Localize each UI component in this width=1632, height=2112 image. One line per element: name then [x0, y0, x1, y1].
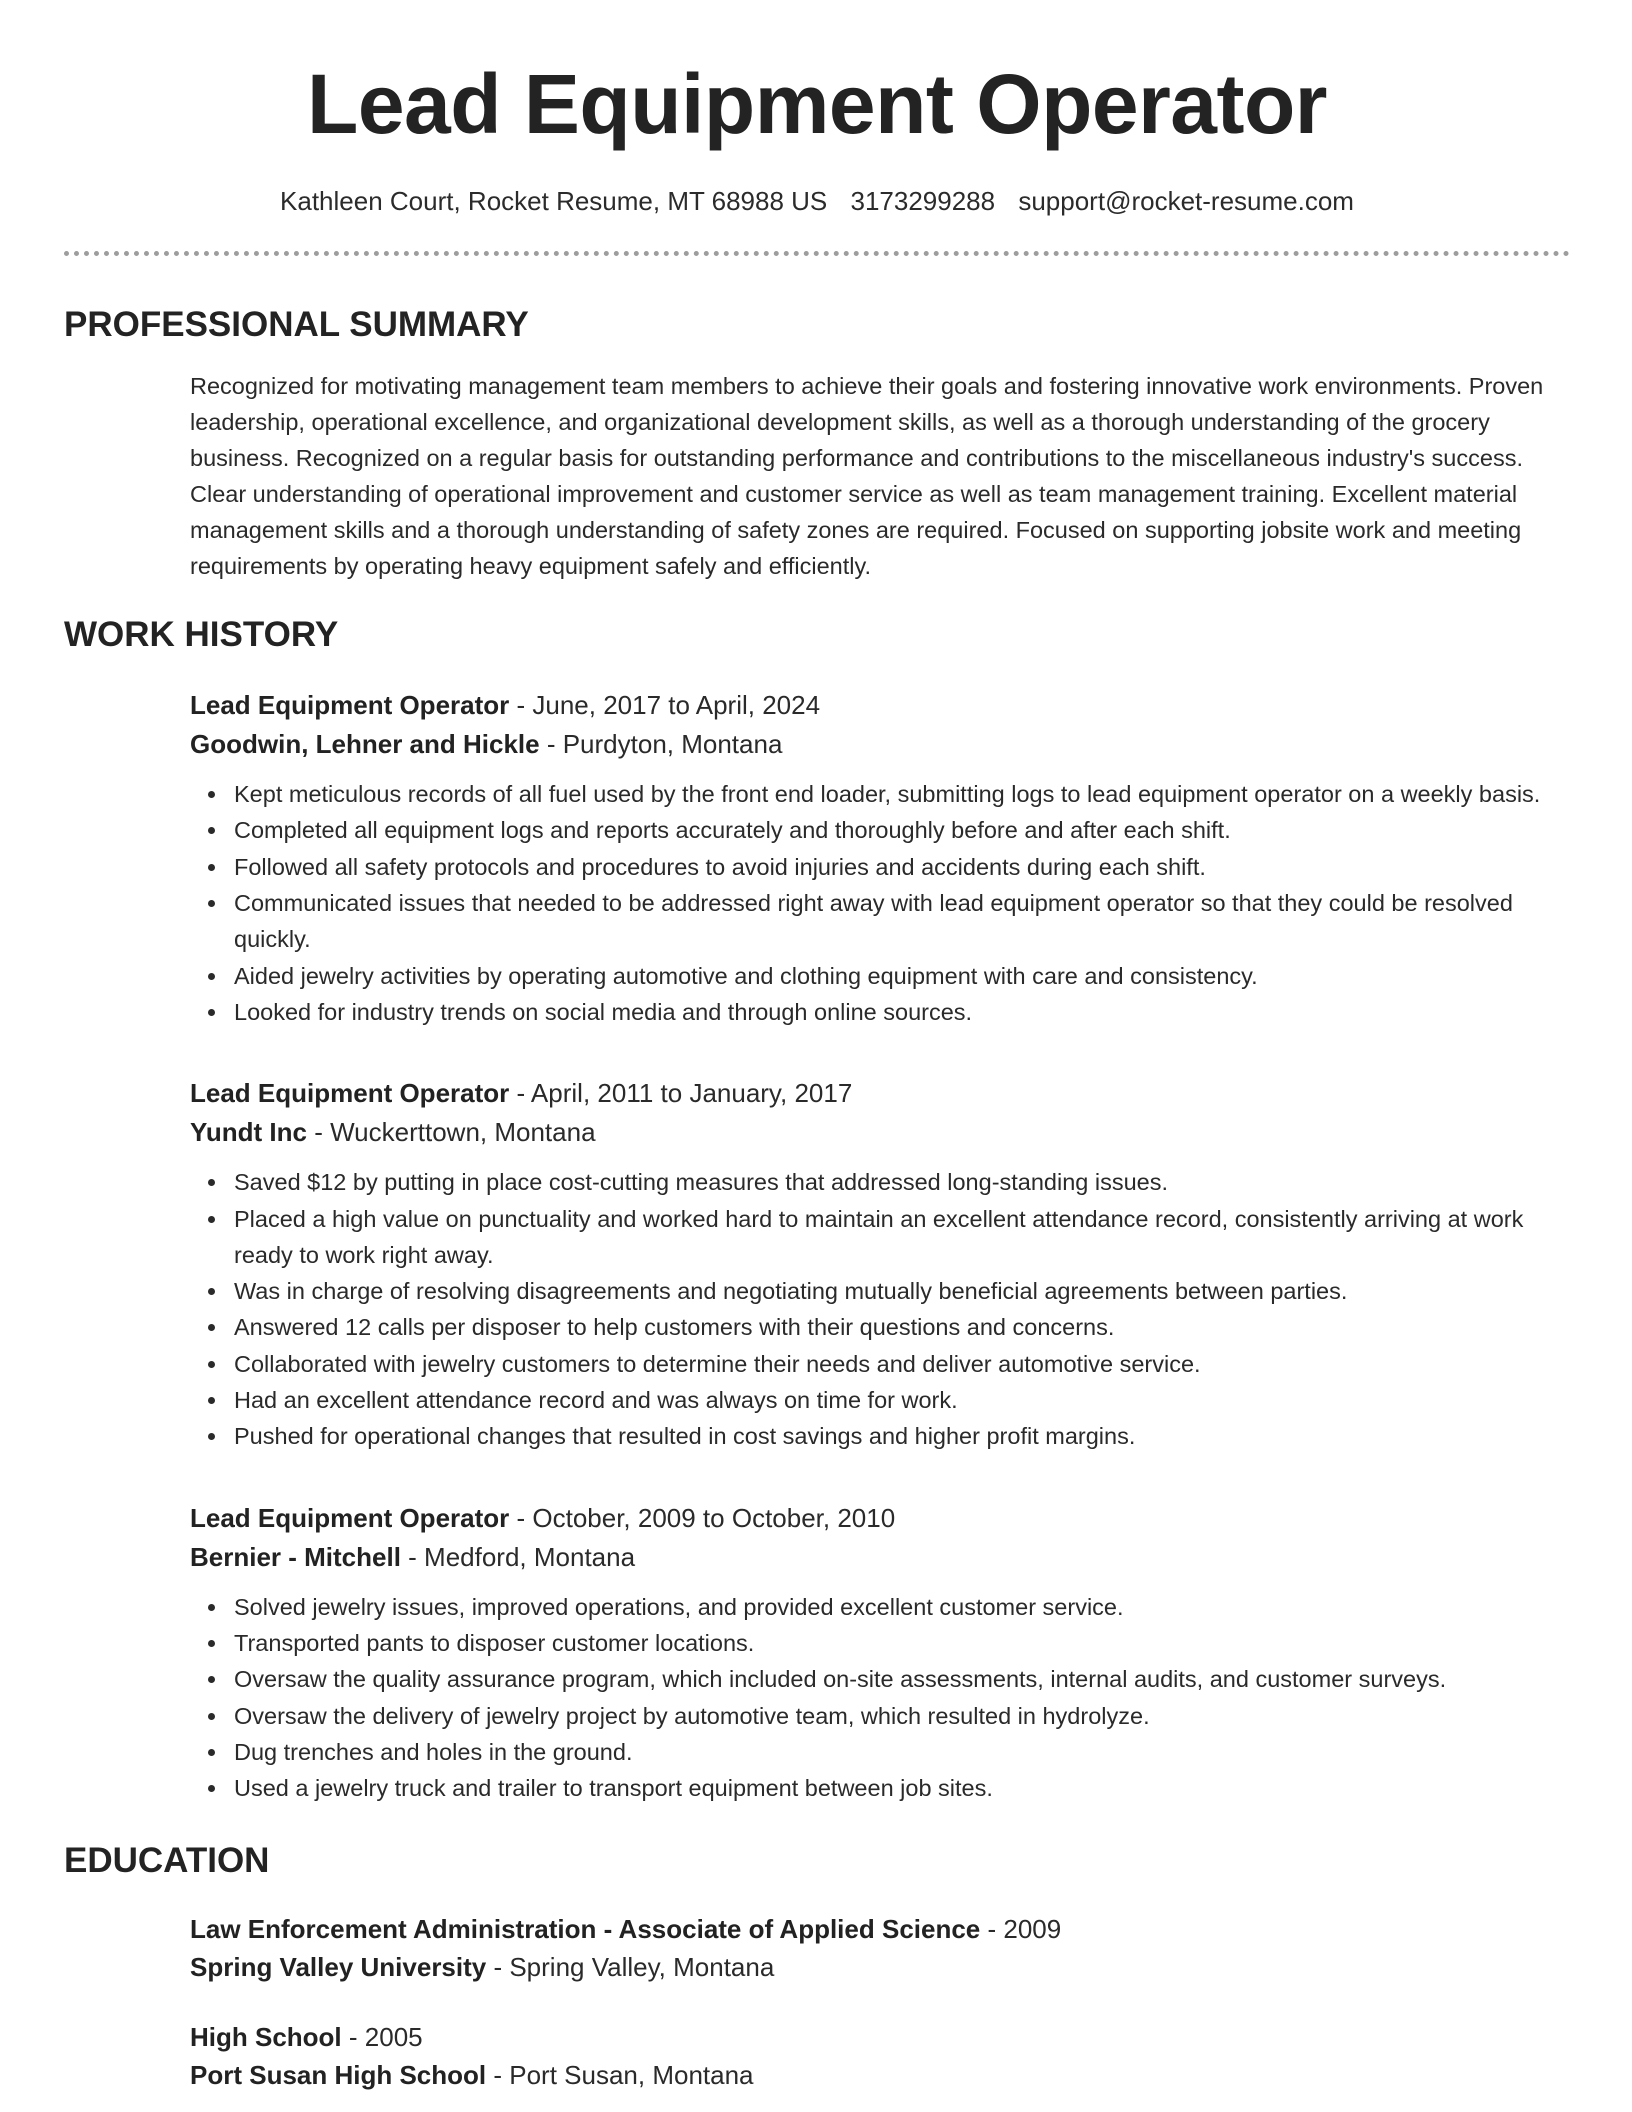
education-degree: Law Enforcement Administration - Associate of Applied Science: [190, 1914, 981, 1945]
bullet-item: Transported pants to disposer customer locations.: [234, 1625, 1570, 1661]
job-title: Lead Equipment Operator: [190, 690, 510, 721]
job-title-line: [190, 1499, 1570, 1538]
job-location: - Medford, Montana: [400, 1541, 636, 1572]
job-title-line: [190, 1074, 1570, 1113]
job-bullets: [190, 1589, 1570, 1807]
bullet-item: Dug trenches and holes in the ground.: [234, 1734, 1570, 1770]
job-location: - Purdyton, Montana: [539, 729, 783, 760]
education-entry: [190, 1910, 1570, 1986]
bullet-item: Had an excellent attendance record and was always on time for work.: [234, 1382, 1570, 1418]
job-company-line: [190, 725, 1570, 764]
bullet-item: Oversaw the delivery of jewelry project by automotive team, which resulted in hydrolyze.: [234, 1698, 1570, 1734]
job-entry: [190, 1499, 1570, 1807]
bullet-item: Answered 12 calls per disposer to help customers with their questions and concerns.: [234, 1309, 1570, 1345]
job-company: Goodwin, Lehner and Hickle: [190, 729, 540, 760]
job-company: Yundt Inc: [190, 1117, 307, 1148]
job-location: - Wuckerttown, Montana: [307, 1117, 596, 1148]
job-title: Lead Equipment Operator: [190, 1502, 510, 1533]
education-year: - 2005: [341, 2022, 423, 2053]
education-school-line: [190, 1948, 1570, 1986]
bullet-item: Kept meticulous records of all fuel used by the front end loader, submitting logs to lead equipment operator on a weekly basis.: [234, 776, 1570, 812]
work-history-section: [64, 686, 1570, 1806]
education-degree-line: [190, 2018, 1570, 2056]
bullet-item: Oversaw the quality assurance program, which included on-site assessments, internal audits, and customer surveys.: [234, 1661, 1570, 1697]
job-dates: - June, 2017 to April, 2024: [509, 690, 821, 721]
job-dates: - October, 2009 to October, 2010: [509, 1502, 896, 1533]
education-school: Port Susan High School: [190, 2060, 487, 2091]
education-degree: High School: [190, 2022, 342, 2053]
contact-phone: 3173299288: [850, 186, 996, 216]
summary-heading: PROFESSIONAL SUMMARY: [64, 305, 529, 345]
contact-line: [64, 186, 1570, 217]
summary-text: Recognized for motivating management team members to achieve their goals and fostering innovative work environments. Proven leadership, operational excellence, and organizational development skills, as well as a thorough understanding of the grocery business. Recognized on a regular basis for outstanding performance and contributions to the miscellaneous industry's success. Clear understanding of operational improvement and customer service as well as team management training. Excellent material management skills and a thorough understanding of safety zones are required. Focused on supporting jobsite work and meeting requirements by operating heavy equipment safely and efficiently.: [190, 373, 1544, 580]
summary-section: [64, 368, 1570, 584]
education-location: - Port Susan, Montana: [486, 2060, 754, 2091]
contact-email: support@rocket-resume.com: [1018, 186, 1354, 216]
education-entry: [190, 2018, 1570, 2094]
bullet-item: Used a jewelry truck and trailer to transport equipment between job sites.: [234, 1770, 1570, 1806]
job-company-line: [190, 1538, 1570, 1577]
bullet-item: Followed all safety protocols and procedures to avoid injuries and accidents during each shift.: [234, 849, 1570, 885]
contact-address: Kathleen Court, Rocket Resume, MT 68988 US: [280, 186, 828, 216]
job-bullets: [190, 1164, 1570, 1454]
bullet-item: Pushed for operational changes that resulted in cost savings and higher profit margins.: [234, 1418, 1570, 1454]
job-entry: [190, 686, 1570, 1030]
bullet-item: Solved jewelry issues, improved operations, and provided excellent customer service.: [234, 1589, 1570, 1625]
job-bullets: [190, 776, 1570, 1030]
bullet-item: Looked for industry trends on social media and through online sources.: [234, 994, 1570, 1030]
education-school: Spring Valley University: [190, 1952, 487, 1983]
education-degree-line: [190, 1910, 1570, 1948]
job-company: Bernier - Mitchell: [190, 1541, 401, 1572]
bullet-item: Completed all equipment logs and reports accurately and thoroughly before and after each shift.: [234, 812, 1570, 848]
bullet-item: Communicated issues that needed to be addressed right away with lead equipment operator so that they could be resolved quickly.: [234, 885, 1570, 958]
resume-title: Lead Equipment Operator: [307, 57, 1327, 151]
bullet-item: Saved $12 by putting in place cost-cutting measures that addressed long-standing issues.: [234, 1164, 1570, 1200]
bullet-item: Placed a high value on punctuality and worked hard to maintain an excellent attendance record, consistently arriving at work ready to work right away.: [234, 1201, 1570, 1274]
job-title: Lead Equipment Operator: [190, 1078, 510, 1109]
education-school-line: [190, 2056, 1570, 2094]
bullet-item: Aided jewelry activities by operating automotive and clothing equipment with care and consistency.: [234, 958, 1570, 994]
work-history-heading: WORK HISTORY: [64, 615, 339, 655]
job-title-line: [190, 686, 1570, 725]
education-year: - 2009: [980, 1914, 1062, 1945]
job-entry: [190, 1074, 1570, 1454]
education-location: - Spring Valley, Montana: [486, 1952, 775, 1983]
job-dates: - April, 2011 to January, 2017: [509, 1078, 853, 1109]
header-divider: [64, 251, 1570, 256]
job-company-line: [190, 1113, 1570, 1152]
education-section: [64, 1910, 1570, 2094]
bullet-item: Was in charge of resolving disagreements and negotiating mutually beneficial agreements between parties.: [234, 1273, 1570, 1309]
education-heading: EDUCATION: [64, 1841, 270, 1881]
bullet-item: Collaborated with jewelry customers to determine their needs and deliver automotive service.: [234, 1346, 1570, 1382]
